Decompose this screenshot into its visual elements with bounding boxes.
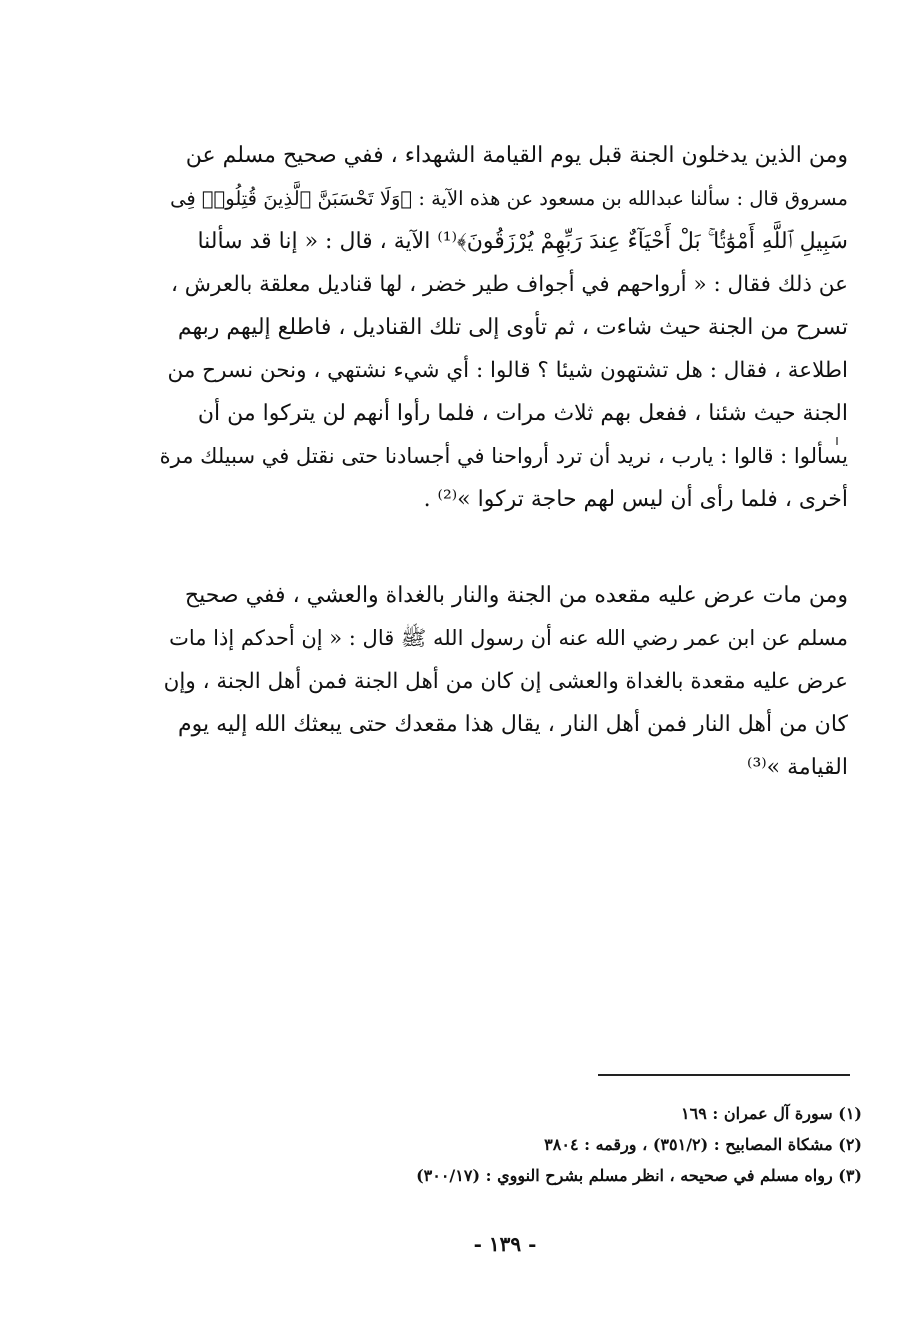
footnotes xyxy=(360,1098,862,1191)
text-line: ومن الذين يدخلون الجنة قبل يوم القيامة الشهداء ، ففي صحيح مسلم عن xyxy=(185,143,848,168)
text-line: عن ذلك فقال : « أرواحهم في أجواف طير خضر ، لها قناديل معلقة بالعرش ، xyxy=(170,272,848,297)
text-line: ومن مات عرض عليه مقعده من الجنة والنار بالغداة والعشي ، ففي صحيح xyxy=(184,583,848,608)
paragraph-martyrs xyxy=(160,134,848,521)
text-line: عرض عليه مقعدة بالغداة والعشى إن كان من أهل الجنة فمن أهل الجنة ، وإن xyxy=(163,669,848,694)
text-line: مسلم عن ابن عمر رضي الله عنه أن رسول الله ﷺ قال : « إن أحدكم إذا مات xyxy=(169,626,848,650)
text-line: يسألوا : قالوا : يارب ، نريد أن ترد أرواحنا في أجسادنا حتى نقتل في سبيلك مرة xyxy=(159,444,848,468)
footnote-1: (١) سورة آل عمران : ١٦٩ xyxy=(681,1104,862,1123)
text-line: أخرى ، فلما رأى أن ليس لهم حاجة تركوا »⁽²⁾ . xyxy=(423,487,848,512)
text-line: اطلاعة ، فقال : هل تشتهون شيئا ؟ قالوا : أي شيء نشتهي ، ونحن نسرح من xyxy=(167,358,848,383)
footnote-2: (٢) مشكاة المصابيح : (٣٥١/٢) ، ورقمه : ٣٨٠٤ xyxy=(544,1135,862,1154)
text-line: الجنة حيث شئنا ، ففعل بهم ثلاث مرات ، فلما رأوا أنهم لن يتركوا من أن xyxy=(197,401,848,426)
text-line: القيامة »⁽³⁾ xyxy=(747,755,848,780)
footnote-divider xyxy=(598,1074,850,1076)
text-line: مسروق قال : سألنا عبدالله بن مسعود عن هذه الآية : ﴿وَلَا تَحْسَبَنَّ ٱلَّذِينَ قُتِلُوا۟ فِى xyxy=(170,187,848,210)
text-line: تسرح من الجنة حيث شاءت ، ثم تأوى إلى تلك القناديل ، فاطلع إليهم ربهم xyxy=(177,315,848,340)
text-line: سَبِيلِ ٱللَّهِ أَمْوَٰتًۢا ۚ بَلْ أَحْيَآءٌ عِندَ رَبِّهِمْ يُرْزَقُونَ﴾⁽¹⁾ الآية ، قال : « إنا قد سألنا xyxy=(197,229,848,254)
page-number: - ١٣٩ - xyxy=(473,1232,537,1256)
text-line: كان من أهل النار فمن أهل النار ، يقال هذا مقعدك حتى يبعثك الله إليه يوم xyxy=(178,712,848,737)
paragraph-grave-seat xyxy=(160,574,848,789)
footnote-3: (٣) رواه مسلم في صحيحه ، انظر مسلم بشرح النووي : (٣٠٠/١٧) xyxy=(416,1166,862,1185)
